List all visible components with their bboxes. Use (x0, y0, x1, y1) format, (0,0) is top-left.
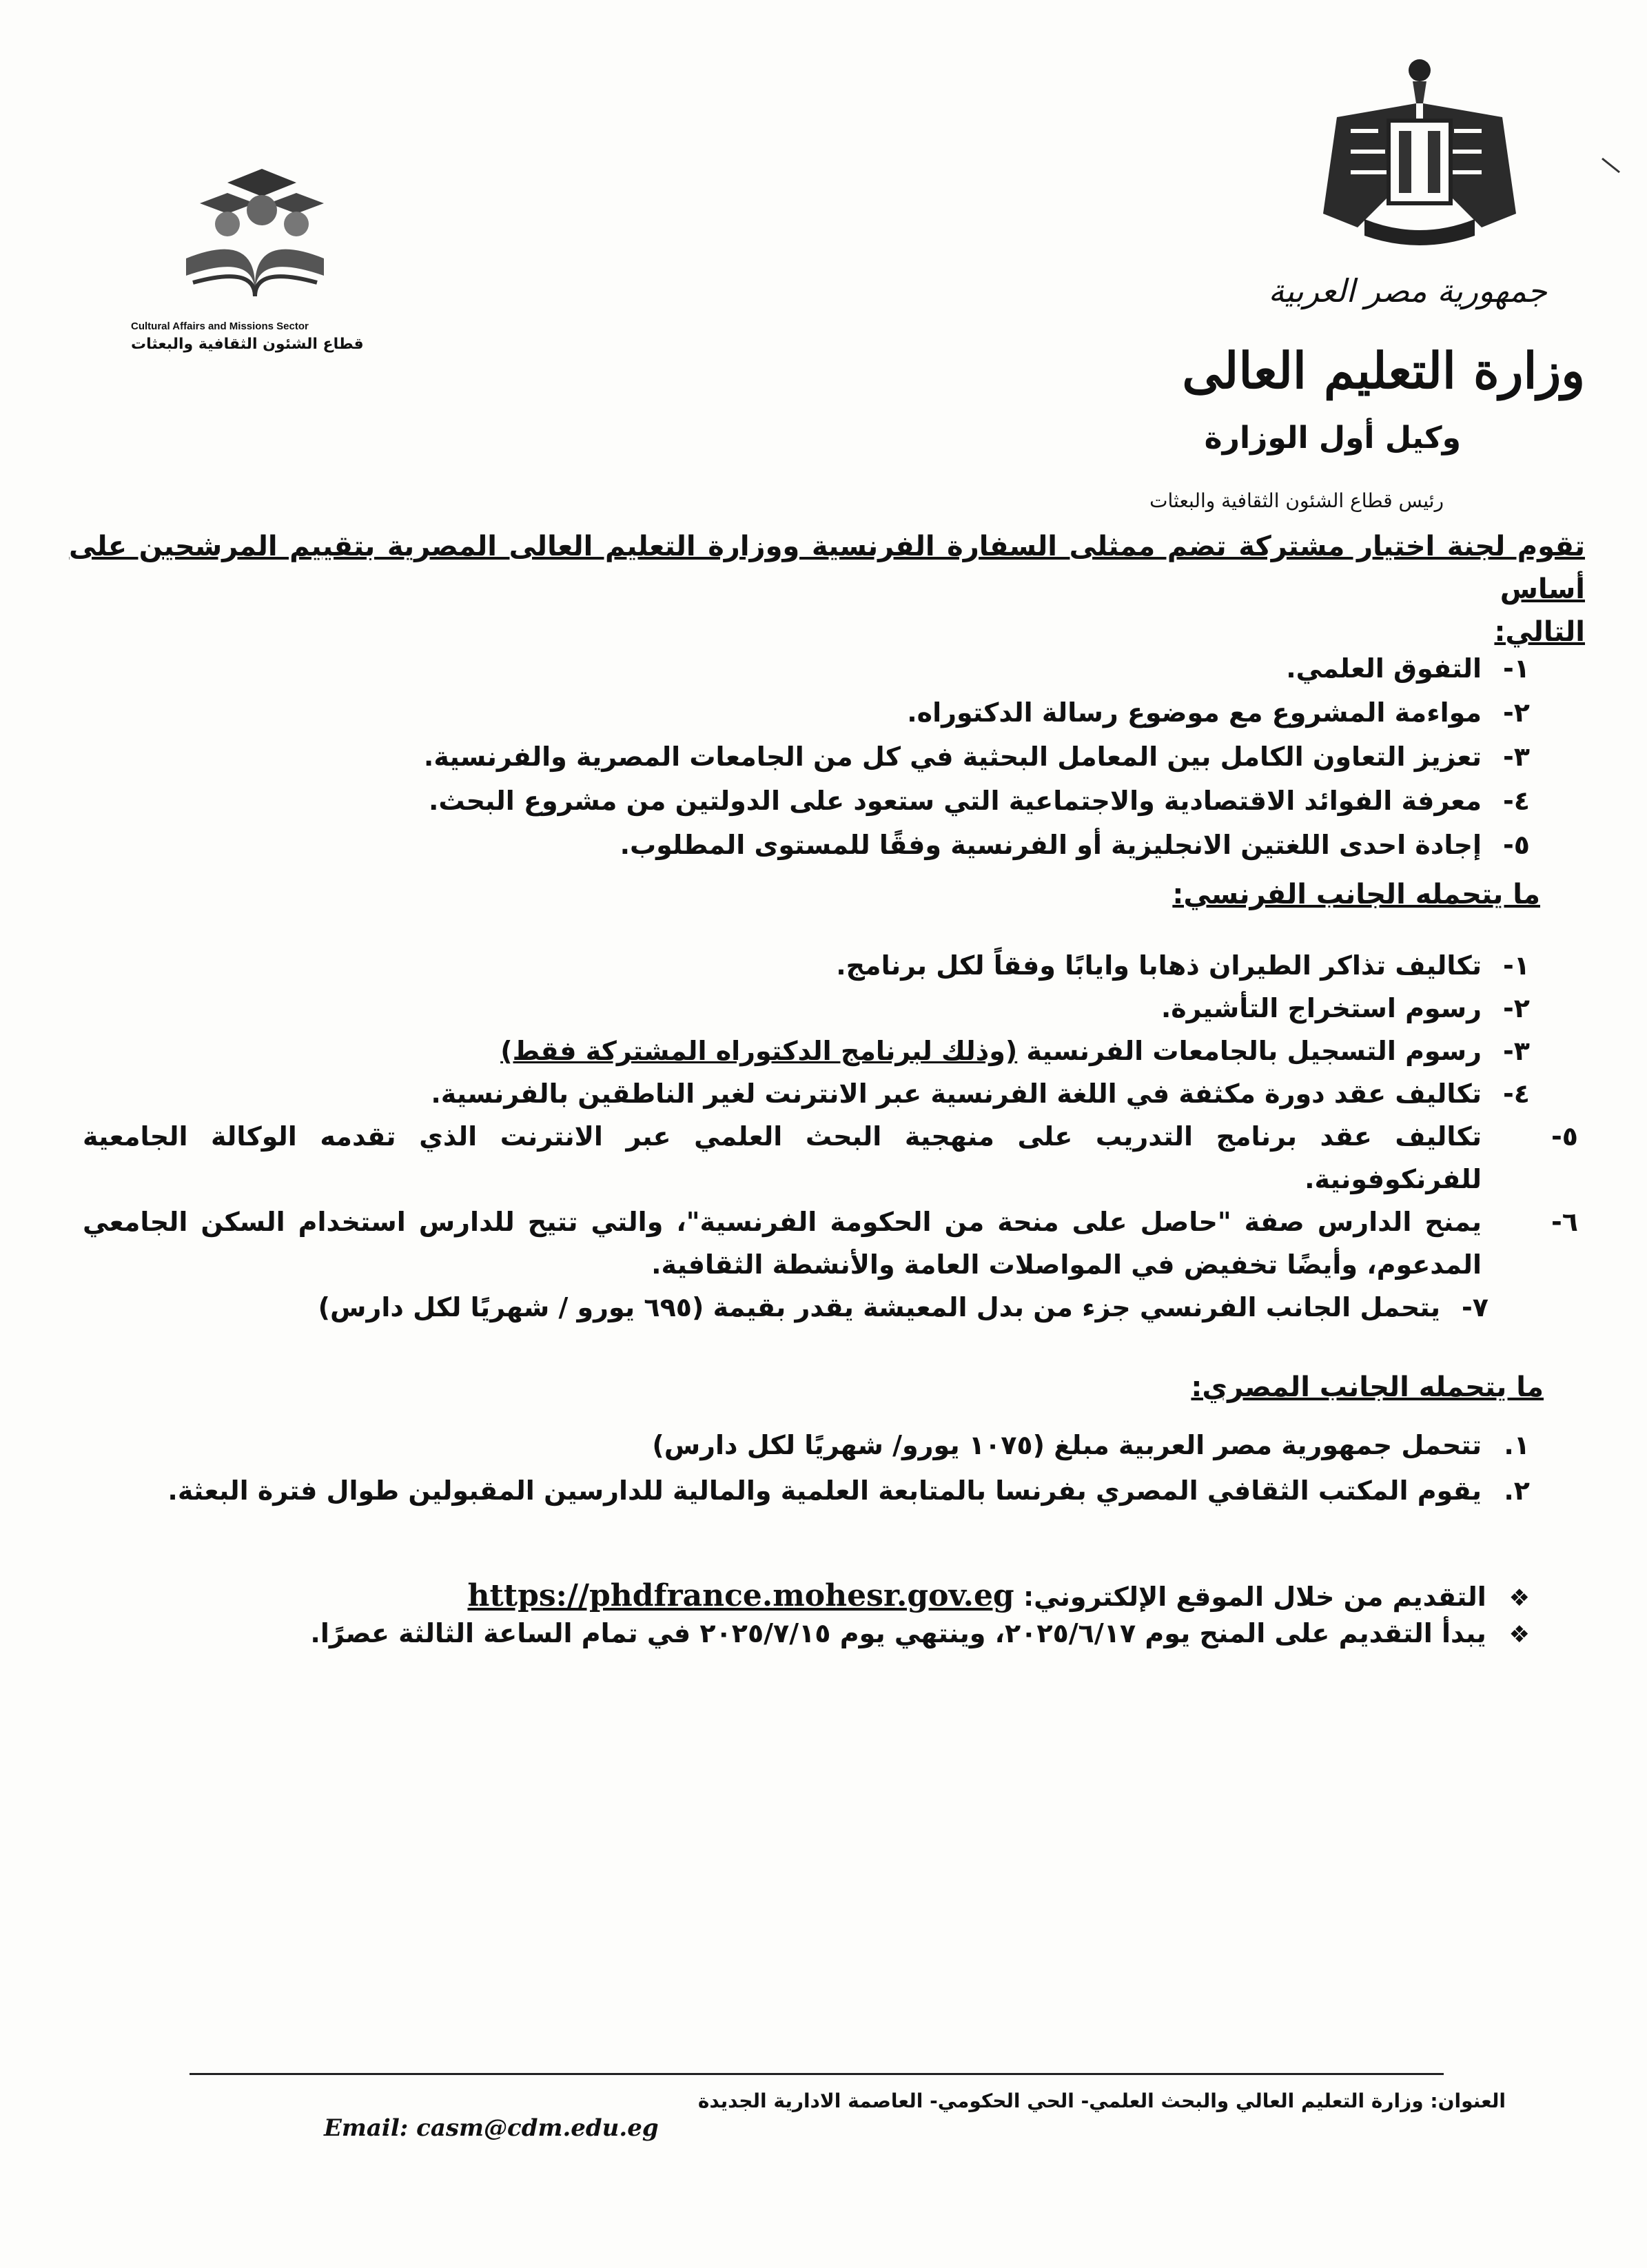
application-dates: يبدأ التقديم على المنح يوم ٢٠٢٥/٦/١٧، وينتهي يوم ٢٠٢٥/٧/١٥ في تمام الساعة الثالثة عصرًا. (310, 1618, 1486, 1648)
list-item (83, 830, 1530, 874)
item-text: يمنح الدارس صفة "حاصل على منحة من الحكومة الفرنسية"، والتي تتيح للدارس استخدام السكن الجامعي المدعوم، وأيضًا تخفيض في المواصلات العامة والأنشطة الثقافية. (83, 1207, 1482, 1280)
item-text: تكاليف عقد دورة مكثفة في اللغة الفرنسية عبر الانترنت لغير الناطقين بالفرنسية. (431, 1079, 1482, 1109)
scan-mark-icon (1599, 155, 1626, 176)
item-number: ١- (1503, 653, 1530, 684)
item-number: ٤- (1503, 1079, 1530, 1109)
list-item (83, 653, 1530, 697)
sector-logo (117, 155, 393, 362)
item-text: رسوم التسجيل بالجامعات الفرنسية (1026, 1036, 1482, 1066)
item-number: ٢. (1504, 1475, 1530, 1506)
list-item (83, 1475, 1530, 1521)
footer-address: العنوان: وزارة التعليم العالي والبحث العلمي- الحي الحكومي- العاصمة الادارية الجديدة (697, 2090, 1506, 2112)
application-url-link[interactable]: https://phdfrance.mohesr.gov.eg (467, 1578, 1014, 1613)
french-side-list (83, 944, 1578, 1329)
head-of-sector: رئيس قطاع الشئون الثقافية والبعثات (1149, 489, 1444, 512)
sector-name-en: Cultural Affairs and Missions Sector (131, 320, 309, 332)
item-number: ١. (1504, 1430, 1530, 1460)
application-info (83, 1578, 1530, 1658)
list-item (83, 697, 1530, 742)
list-item (83, 944, 1530, 987)
item-text: تكاليف عقد برنامج التدريب على منهجية البحث العلمي عبر الانترنت الذي تقدمه الوكالة الجامعية للفرنكوفونية. (83, 1121, 1482, 1194)
list-item (83, 742, 1530, 786)
republic-name: جمهورية مصر العربية (1268, 272, 1547, 309)
list-item (83, 1115, 1578, 1201)
graduation-caps-book-icon (172, 155, 338, 300)
item-number: ٤- (1503, 786, 1530, 816)
item-text: رسوم استخراج التأشيرة. (1160, 993, 1482, 1023)
french-side-title: ما يتحمله الجانب الفرنسي: (1172, 879, 1540, 910)
criteria-list (83, 653, 1530, 874)
eagle-emblem (1309, 55, 1523, 248)
list-item (83, 987, 1530, 1030)
egyptian-side-title: ما يتحمله الجانب المصري: (1191, 1371, 1544, 1403)
item-text: إجادة احدى اللغتين الانجليزية أو الفرنسية وفقًا للمستوى المطلوب. (620, 830, 1482, 860)
item-number: ٦- (1551, 1207, 1578, 1237)
item-number: ٢- (1503, 697, 1530, 728)
list-item (83, 1286, 1530, 1329)
item-number: ٥- (1551, 1121, 1578, 1152)
egyptian-side-list (83, 1430, 1530, 1521)
intro-paragraph (69, 525, 1585, 653)
sector-name-ar: قطاع الشئون الثقافية والبعثات (131, 336, 364, 353)
footer-divider (190, 2073, 1444, 2075)
list-item (83, 1072, 1530, 1115)
eagle-icon (1309, 55, 1523, 248)
item-number: ١- (1503, 950, 1530, 981)
item-text: التفوق العلمي. (1286, 653, 1482, 684)
item-text: يقوم المكتب الثقافي المصري بفرنسا بالمتابعة العلمية والمالية للدارسين المقبولين طوال فترة البعثة. (167, 1475, 1482, 1506)
item-text: مواءمة المشروع مع موضوع رسالة الدكتوراه. (907, 697, 1482, 728)
item-text: تتحمل جمهورية مصر العربية مبلغ (١٠٧٥ يورو/ شهريًا لكل دارس) (652, 1430, 1482, 1460)
item-number: ٥- (1503, 830, 1530, 860)
ministry-name: وزارة التعليم العالى (1182, 341, 1585, 400)
footer-email: Email: casm@cdm.edu.eg (324, 2114, 659, 2142)
item-text: تكاليف تذاكر الطيران ذهابا وايابًا وفقاً لكل برنامج. (836, 950, 1482, 981)
list-item (83, 1030, 1530, 1072)
item-number: ٢- (1503, 993, 1530, 1023)
item-text: معرفة الفوائد الاقتصادية والاجتماعية التي ستعود على الدولتين من مشروع البحث. (428, 786, 1482, 816)
diamond-bullet-icon: ❖ (1508, 1584, 1530, 1612)
diamond-bullet-icon: ❖ (1508, 1621, 1530, 1648)
item-number: ٧- (1462, 1292, 1489, 1322)
deputy-title: وكيل أول الوزارة (1204, 420, 1461, 456)
list-item (83, 1201, 1578, 1286)
intro-line-1: تقوم لجنة اختيار مشتركة تضم ممثلى السفارة الفرنسية ووزارة التعليم العالى المصرية بتقييم المرشحين على أساس (69, 531, 1585, 605)
apply-website-line (83, 1578, 1530, 1618)
intro-line-2: التالي: (1494, 616, 1585, 648)
item-number: ٣- (1503, 742, 1530, 772)
list-item (83, 1430, 1530, 1475)
list-item (83, 786, 1530, 830)
application-dates-line (83, 1618, 1530, 1658)
item-note: (وذلك لبرنامج الدكتوراه المشتركة فقط) (500, 1036, 1018, 1066)
item-text: تعزيز التعاون الكامل بين المعامل البحثية في كل من الجامعات المصرية والفرنسية. (423, 742, 1482, 772)
item-text: يتحمل الجانب الفرنسي جزء من بدل المعيشة يقدر بقيمة (٦٩٥ يورو / شهريًا لكل دارس) (318, 1292, 1440, 1322)
item-number: ٣- (1503, 1036, 1530, 1066)
apply-label: التقديم من خلال الموقع الإلكتروني: (1023, 1582, 1486, 1612)
